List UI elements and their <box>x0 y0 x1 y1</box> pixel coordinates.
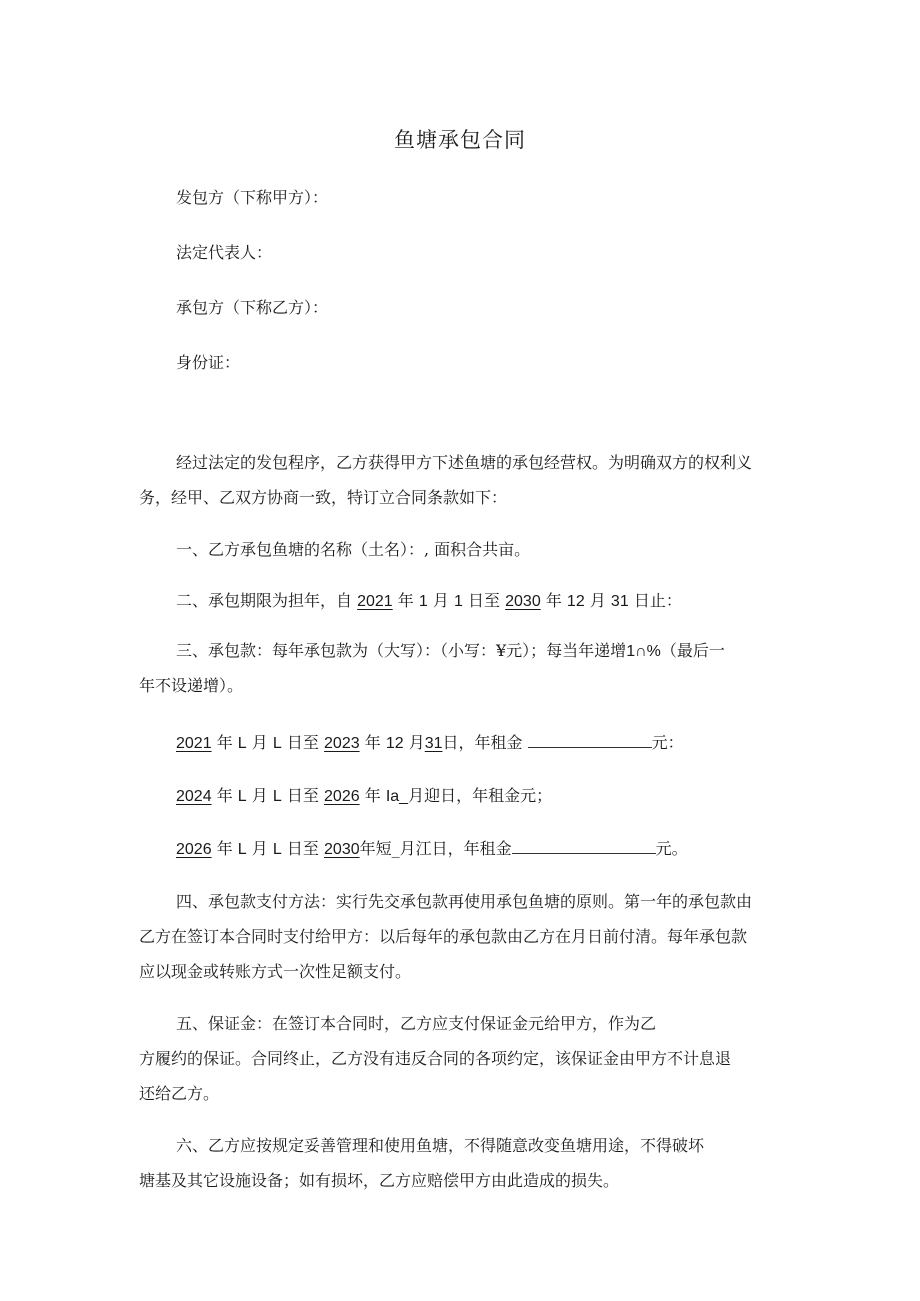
clause-2-text: 月 <box>432 591 449 610</box>
clause-4-line-3: 应以现金或转账方式一次性足额支付。 <box>139 962 412 981</box>
rent-text: 年 <box>364 733 381 752</box>
increase-rate: 1∩% <box>626 643 661 660</box>
rent-row-1 <box>176 730 684 753</box>
rent-end-month: 12 <box>385 735 404 752</box>
rent-text: 年短_月江日，年租金 <box>359 839 512 858</box>
clause-3-text: 三、承包款：每年承包款为（大写）：（小写：¥元）；每当年递增 <box>176 641 627 660</box>
rent-start-day: L <box>272 735 282 752</box>
end-month: 12 <box>566 593 585 610</box>
intro-line-1: 经过法定的发包程序，乙方获得甲方下述鱼塘的承包经营权。为明确双方的权利义 <box>176 453 753 472</box>
rent-start-year: 2026 <box>176 841 212 858</box>
rent-text: 月 <box>251 733 268 752</box>
rent-text: 元： <box>651 733 684 752</box>
rent-row-3 <box>176 836 688 859</box>
rent-end-year: 2023 <box>324 735 360 752</box>
rent-start-month: L <box>237 841 247 858</box>
rent-text: 日，年租金 <box>442 733 523 752</box>
start-month: 1 <box>418 593 428 610</box>
clause-2-text: 日至 <box>468 591 501 610</box>
legal-rep-line: 法定代表人： <box>176 243 273 262</box>
rent-end-year: 2026 <box>324 788 360 805</box>
rent-text: 月 <box>408 733 425 752</box>
rent-text: 月迎日，年租金元； <box>408 786 553 805</box>
rent-text: 日至 <box>286 786 319 805</box>
clause-2-prefix: 二、承包期限为担年，自 <box>176 591 353 610</box>
rent-text: 日至 <box>286 839 319 858</box>
rent-text: 日至 <box>286 733 319 752</box>
end-day: 31 <box>610 593 629 610</box>
clause-3-line-1 <box>176 638 725 661</box>
clause-2-text: 年 <box>545 591 562 610</box>
start-year: 2021 <box>357 593 393 610</box>
party-b-line: 承包方（下称乙方）： <box>176 298 329 317</box>
rent-end-day: 31 <box>424 735 443 752</box>
clause-3-text: （最后一 <box>660 641 725 660</box>
rent-text: 元。 <box>655 839 688 858</box>
rent-start-month: L <box>237 788 247 805</box>
clause-5-line-3: 还给乙方。 <box>139 1084 220 1103</box>
clause-4-line-1: 四、承包款支付方法：实行先交承包款再使用承包鱼塘的原则。第一年的承包款由 <box>176 892 753 911</box>
rent-text: 月 <box>251 839 268 858</box>
party-a-line: 发包方（下称甲方）： <box>176 188 329 207</box>
clause-4-line-2: 乙方在签订本合同时支付给甲方：以后每年的承包款由乙方在月日前付清。每年承包款 <box>139 927 748 946</box>
document-title: 鱼塘承包合同 <box>394 128 526 152</box>
rent-end-month: Ia_ <box>385 788 409 805</box>
clause-2-text: 月 <box>589 591 606 610</box>
clause-6-line-2: 塘基及其它设施设备；如有损坏，乙方应赔偿甲方由此造成的损失。 <box>139 1171 620 1190</box>
rent-text: 月 <box>251 786 268 805</box>
clause-2 <box>176 588 682 611</box>
clause-5-line-2: 方履约的保证。合同终止，乙方没有违反合同的各项约定，该保证金由甲方不计息退 <box>139 1049 732 1068</box>
clause-6-line-1: 六、乙方应按规定妥善管理和使用鱼塘，不得随意改变鱼塘用途，不得破坏 <box>176 1136 705 1155</box>
clause-3-line-2: 年不设递增）。 <box>139 676 244 695</box>
rent-row-2 <box>176 783 552 806</box>
rent-amount-blank <box>512 839 656 854</box>
rent-text: 年 <box>216 733 233 752</box>
rent-end-year: 2030 <box>324 841 360 858</box>
end-year: 2030 <box>505 593 541 610</box>
clause-2-suffix: 日止： <box>633 591 682 610</box>
start-day: 1 <box>454 593 463 610</box>
rent-start-day: L <box>272 841 282 858</box>
rent-text: 年 <box>216 839 233 858</box>
rent-amount-blank <box>528 733 652 748</box>
rent-start-year: 2024 <box>176 788 212 805</box>
clause-2-text: 年 <box>397 591 414 610</box>
clause-5-line-1: 五、保证金：在签订本合同时，乙方应支付保证金元给甲方，作为乙 <box>176 1014 657 1033</box>
rent-start-month: L <box>237 735 247 752</box>
rent-text: 年 <box>364 786 381 805</box>
rent-start-day: L <box>272 788 282 805</box>
rent-text: 年 <box>216 786 233 805</box>
intro-line-2: 务，经甲、乙双方协商一致，特订立合同条款如下： <box>139 488 508 507</box>
clause-1: 一、乙方承包鱼塘的名称（土名）：, 面积合共亩。 <box>176 540 531 559</box>
id-card-line: 身份证： <box>176 353 241 372</box>
rent-start-year: 2021 <box>176 735 212 752</box>
